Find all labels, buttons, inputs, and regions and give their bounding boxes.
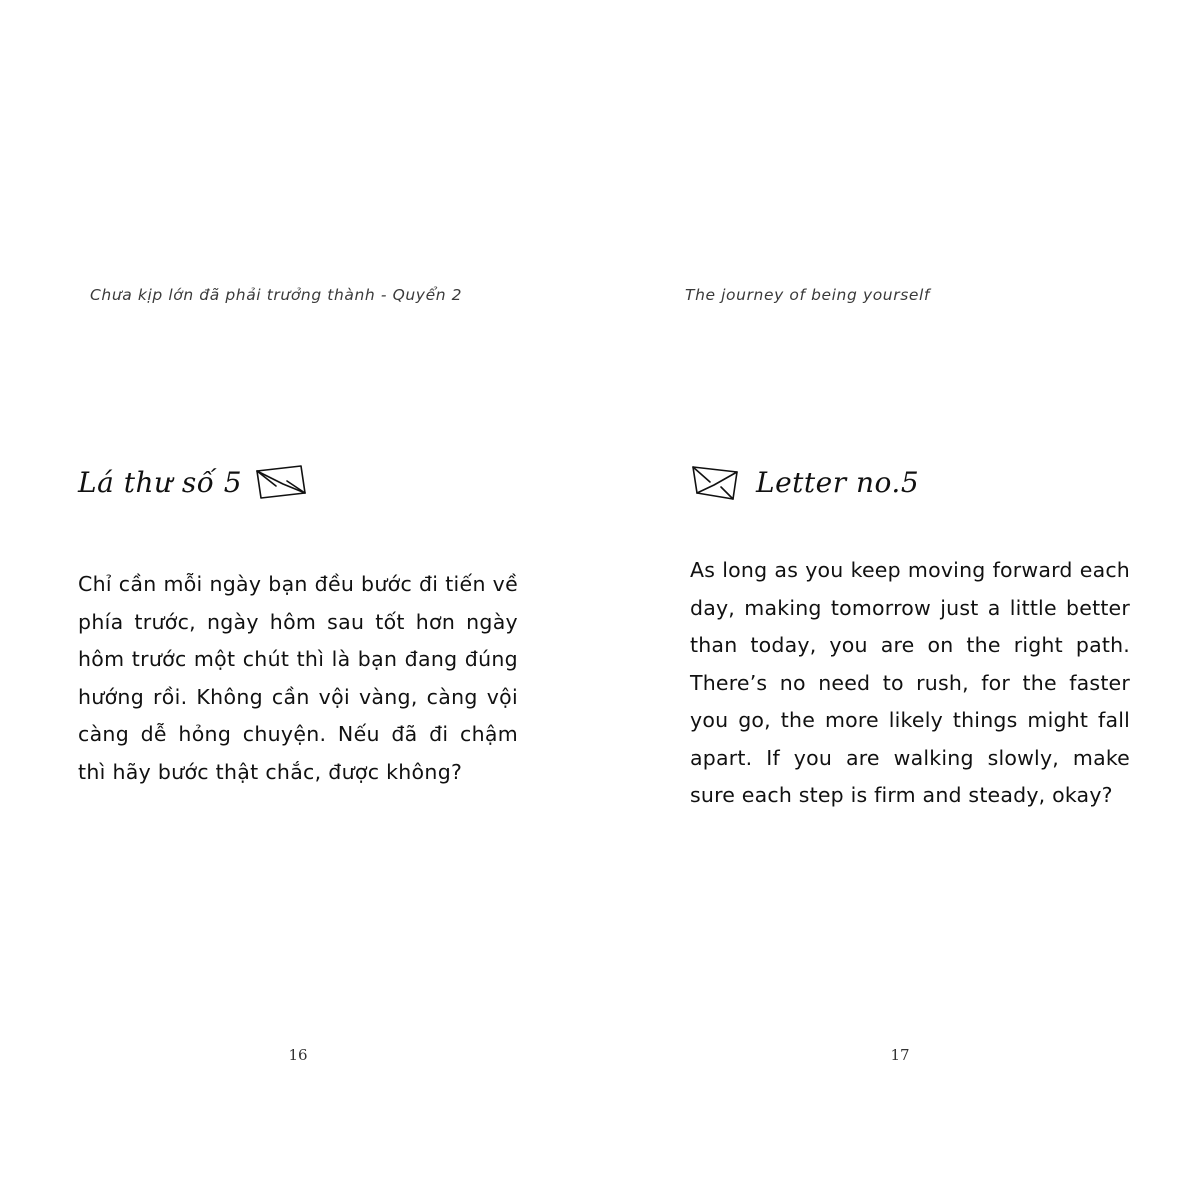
running-head-left: Chưa kịp lớn đã phải trưởng thành - Quyển 2 [90, 286, 463, 304]
body-wrap-left [78, 566, 518, 791]
letter-heading-right [690, 462, 919, 502]
page-right [600, 0, 1200, 1200]
page-number-left: 16 [288, 1046, 308, 1064]
envelope-icon [690, 462, 744, 502]
page-number-right: 17 [890, 1046, 910, 1064]
letter-body-left: Chỉ cần mỗi ngày bạn đều bước đi tiến về phía trước, ngày hôm sau tốt hơn ngày hôm trước một chút thì là bạn đang đúng hướng rồi. Không cần vội vàng, càng vội càng dễ hỏng chuyện. Nếu đã đi chậm thì hãy bước thật chắc, được không? [78, 572, 518, 784]
letter-title-left: Lá thư số 5 [78, 465, 243, 499]
body-wrap-right [690, 552, 1130, 815]
letter-title-right: Letter no.5 [756, 465, 920, 499]
envelope-icon [254, 462, 308, 502]
running-head-right: The journey of being yourself [685, 286, 930, 304]
letter-body-right: As long as you keep moving forward each day, making tomorrow just a little better than today, you are on the right path. There’s no need to rush, for the faster you go, the more likely things might fall apart. If you are walking slowly, make sure each step is firm and steady, okay? [690, 558, 1130, 807]
letter-heading-left [78, 462, 308, 502]
